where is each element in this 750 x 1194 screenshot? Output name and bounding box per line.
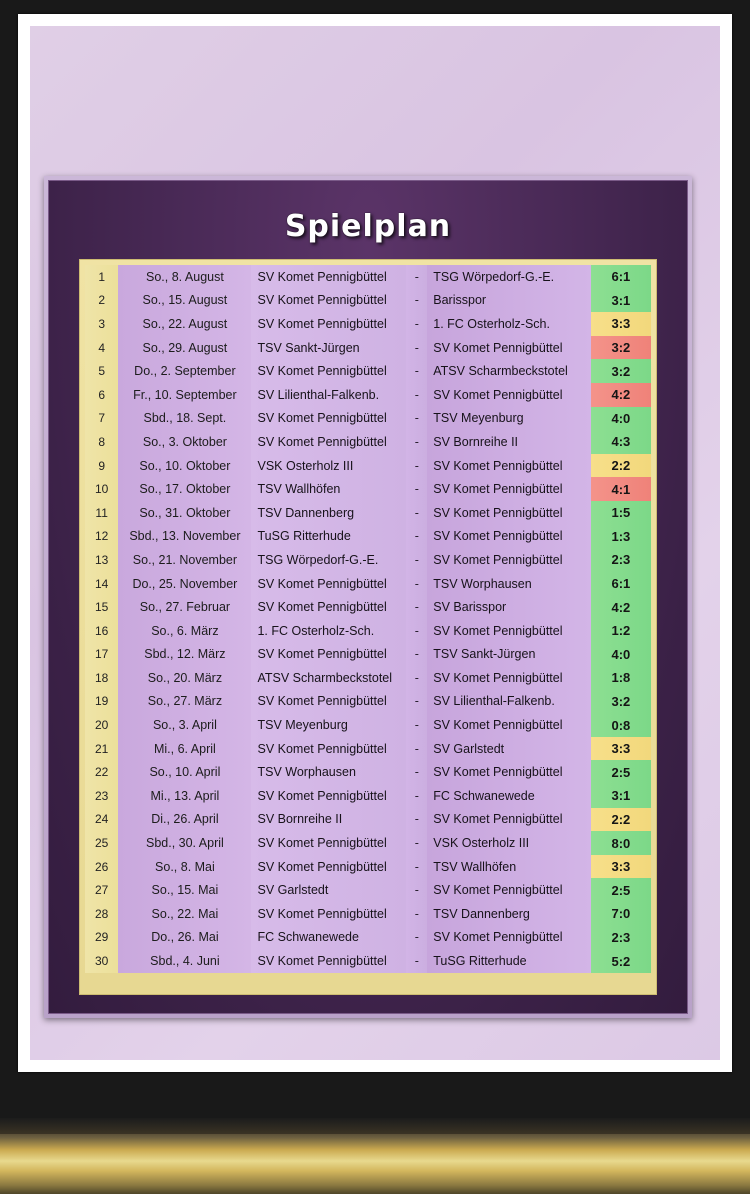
match-number: 21: [85, 737, 118, 761]
away-team: TSV Meyenburg: [427, 407, 591, 431]
page-title: Spielplan: [284, 209, 452, 244]
match-date: So., 20. März: [118, 666, 251, 690]
home-team: TSV Sankt-Jürgen: [251, 336, 406, 360]
vs-separator: -: [406, 713, 427, 737]
vs-separator: -: [406, 808, 427, 832]
home-team: SV Komet Pennigbüttel: [251, 407, 406, 431]
schedule-card: [48, 180, 688, 1014]
table-row: [85, 808, 651, 832]
match-score: 1:8: [591, 666, 651, 690]
home-team: SV Komet Pennigbüttel: [251, 784, 406, 808]
home-team: TSG Wörpedorf-G.-E.: [251, 548, 406, 572]
home-team: SV Komet Pennigbüttel: [251, 737, 406, 761]
home-team: SV Komet Pennigbüttel: [251, 572, 406, 596]
away-team: SV Komet Pennigbüttel: [427, 666, 591, 690]
away-team: SV Komet Pennigbüttel: [427, 713, 591, 737]
match-score: 3:1: [591, 289, 651, 313]
match-score: 3:3: [591, 855, 651, 879]
match-score: 5:2: [591, 949, 651, 973]
table-row: [85, 713, 651, 737]
table-row: [85, 855, 651, 879]
match-number: 24: [85, 808, 118, 832]
vs-separator: -: [406, 572, 427, 596]
vs-separator: -: [406, 737, 427, 761]
match-number: 15: [85, 595, 118, 619]
match-date: Mi., 6. April: [118, 737, 251, 761]
home-team: SV Komet Pennigbüttel: [251, 831, 406, 855]
match-score: 4:1: [591, 477, 651, 501]
vs-separator: -: [406, 878, 427, 902]
match-number: 26: [85, 855, 118, 879]
away-team: TuSG Ritterhude: [427, 949, 591, 973]
match-number: 29: [85, 926, 118, 950]
match-score: 4:0: [591, 643, 651, 667]
home-team: VSK Osterholz III: [251, 454, 406, 478]
match-score: 6:1: [591, 572, 651, 596]
away-team: TSG Wörpedorf-G.-E.: [427, 265, 591, 289]
away-team: SV Komet Pennigbüttel: [427, 477, 591, 501]
vs-separator: -: [406, 760, 427, 784]
vs-separator: -: [406, 289, 427, 313]
match-number: 20: [85, 713, 118, 737]
away-team: TSV Wallhöfen: [427, 855, 591, 879]
vs-separator: -: [406, 265, 427, 289]
match-score: 4:2: [591, 383, 651, 407]
match-date: Sbd., 30. April: [118, 831, 251, 855]
match-number: 10: [85, 477, 118, 501]
match-number: 4: [85, 336, 118, 360]
away-team: Barisspor: [427, 289, 591, 313]
match-number: 30: [85, 949, 118, 973]
table-row: [85, 265, 651, 289]
match-date: So., 15. August: [118, 289, 251, 313]
vs-separator: -: [406, 619, 427, 643]
away-team: SV Bornreihe II: [427, 430, 591, 454]
vs-separator: -: [406, 926, 427, 950]
home-team: TSV Dannenberg: [251, 501, 406, 525]
gold-band: [0, 1134, 750, 1194]
home-team: ATSV Scharmbeckstotel: [251, 666, 406, 690]
match-score: 1:2: [591, 619, 651, 643]
away-team: FC Schwanewede: [427, 784, 591, 808]
schedule-card-frame: [44, 176, 692, 1018]
table-row: [85, 760, 651, 784]
match-date: So., 31. Oktober: [118, 501, 251, 525]
home-team: SV Komet Pennigbüttel: [251, 289, 406, 313]
away-team: SV Komet Pennigbüttel: [427, 619, 591, 643]
home-team: SV Komet Pennigbüttel: [251, 430, 406, 454]
table-row: [85, 312, 651, 336]
match-number: 5: [85, 359, 118, 383]
match-number: 13: [85, 548, 118, 572]
vs-separator: -: [406, 949, 427, 973]
match-date: Mi., 13. April: [118, 784, 251, 808]
match-score: 1:5: [591, 501, 651, 525]
match-score: 3:3: [591, 312, 651, 336]
vs-separator: -: [406, 902, 427, 926]
match-date: Sbd., 18. Sept.: [118, 407, 251, 431]
match-date: Sbd., 13. November: [118, 525, 251, 549]
match-number: 18: [85, 666, 118, 690]
table-row: [85, 407, 651, 431]
vs-separator: -: [406, 595, 427, 619]
match-number: 8: [85, 430, 118, 454]
table-row: [85, 737, 651, 761]
match-score: 2:5: [591, 878, 651, 902]
match-number: 12: [85, 525, 118, 549]
match-date: So., 29. August: [118, 336, 251, 360]
match-date: Do., 2. September: [118, 359, 251, 383]
match-date: So., 22. August: [118, 312, 251, 336]
match-date: So., 22. Mai: [118, 902, 251, 926]
match-score: 3:2: [591, 690, 651, 714]
away-team: SV Barisspor: [427, 595, 591, 619]
table-row: [85, 949, 651, 973]
match-score: 1:3: [591, 525, 651, 549]
away-team: SV Komet Pennigbüttel: [427, 926, 591, 950]
table-row: [85, 643, 651, 667]
away-team: SV Komet Pennigbüttel: [427, 501, 591, 525]
home-team: SV Komet Pennigbüttel: [251, 312, 406, 336]
match-number: 22: [85, 760, 118, 784]
table-row: [85, 501, 651, 525]
match-date: Do., 25. November: [118, 572, 251, 596]
home-team: SV Komet Pennigbüttel: [251, 855, 406, 879]
vs-separator: -: [406, 666, 427, 690]
vs-separator: -: [406, 477, 427, 501]
match-date: So., 6. März: [118, 619, 251, 643]
vs-separator: -: [406, 359, 427, 383]
table-row: [85, 619, 651, 643]
match-date: Di., 26. April: [118, 808, 251, 832]
match-number: 11: [85, 501, 118, 525]
match-number: 1: [85, 265, 118, 289]
match-date: So., 8. Mai: [118, 855, 251, 879]
away-team: SV Komet Pennigbüttel: [427, 336, 591, 360]
match-date: Do., 26. Mai: [118, 926, 251, 950]
match-number: 3: [85, 312, 118, 336]
home-team: TSV Wallhöfen: [251, 477, 406, 501]
match-date: So., 10. April: [118, 760, 251, 784]
match-score: 6:1: [591, 265, 651, 289]
away-team: TSV Dannenberg: [427, 902, 591, 926]
match-date: So., 27. März: [118, 690, 251, 714]
match-score: 3:2: [591, 359, 651, 383]
match-score: 0:8: [591, 713, 651, 737]
schedule-table: [85, 265, 651, 973]
table-row: [85, 336, 651, 360]
away-team: SV Komet Pennigbüttel: [427, 383, 591, 407]
home-team: SV Komet Pennigbüttel: [251, 690, 406, 714]
away-team: SV Komet Pennigbüttel: [427, 878, 591, 902]
home-team: TSV Worphausen: [251, 760, 406, 784]
match-score: 4:3: [591, 430, 651, 454]
gold-band-shadow: [0, 1118, 750, 1134]
match-score: 3:1: [591, 784, 651, 808]
home-team: SV Komet Pennigbüttel: [251, 595, 406, 619]
table-row: [85, 926, 651, 950]
table-row: [85, 289, 651, 313]
away-team: SV Garlstedt: [427, 737, 591, 761]
match-score: 2:5: [591, 760, 651, 784]
vs-separator: -: [406, 383, 427, 407]
home-team: TuSG Ritterhude: [251, 525, 406, 549]
away-team: SV Lilienthal-Falkenb.: [427, 690, 591, 714]
vs-separator: -: [406, 336, 427, 360]
match-score: 2:3: [591, 548, 651, 572]
vs-separator: -: [406, 643, 427, 667]
match-number: 2: [85, 289, 118, 313]
match-score: 2:2: [591, 454, 651, 478]
home-team: SV Komet Pennigbüttel: [251, 643, 406, 667]
home-team: SV Bornreihe II: [251, 808, 406, 832]
table-row: [85, 548, 651, 572]
match-date: So., 27. Februar: [118, 595, 251, 619]
vs-separator: -: [406, 548, 427, 572]
table-row: [85, 902, 651, 926]
away-team: SV Komet Pennigbüttel: [427, 760, 591, 784]
away-team: TSV Sankt-Jürgen: [427, 643, 591, 667]
table-row: [85, 430, 651, 454]
table-row: [85, 477, 651, 501]
vs-separator: -: [406, 690, 427, 714]
home-team: SV Komet Pennigbüttel: [251, 265, 406, 289]
table-row: [85, 595, 651, 619]
match-score: 2:2: [591, 808, 651, 832]
match-score: 3:2: [591, 336, 651, 360]
table-row: [85, 572, 651, 596]
match-number: 17: [85, 643, 118, 667]
match-number: 25: [85, 831, 118, 855]
vs-separator: -: [406, 312, 427, 336]
away-team: SV Komet Pennigbüttel: [427, 808, 591, 832]
vs-separator: -: [406, 525, 427, 549]
match-number: 28: [85, 902, 118, 926]
vs-separator: -: [406, 407, 427, 431]
away-team: SV Komet Pennigbüttel: [427, 454, 591, 478]
table-row: [85, 525, 651, 549]
vs-separator: -: [406, 430, 427, 454]
away-team: TSV Worphausen: [427, 572, 591, 596]
home-team: SV Garlstedt: [251, 878, 406, 902]
match-score: 8:0: [591, 831, 651, 855]
match-score: 4:2: [591, 595, 651, 619]
match-date: So., 3. April: [118, 713, 251, 737]
match-date: Sbd., 12. März: [118, 643, 251, 667]
match-number: 6: [85, 383, 118, 407]
match-number: 14: [85, 572, 118, 596]
match-date: So., 15. Mai: [118, 878, 251, 902]
table-row: [85, 831, 651, 855]
table-row: [85, 666, 651, 690]
match-number: 9: [85, 454, 118, 478]
match-date: So., 3. Oktober: [118, 430, 251, 454]
match-number: 23: [85, 784, 118, 808]
away-team: VSK Osterholz III: [427, 831, 591, 855]
match-date: Fr., 10. September: [118, 383, 251, 407]
home-team: FC Schwanewede: [251, 926, 406, 950]
vs-separator: -: [406, 855, 427, 879]
match-date: So., 8. August: [118, 265, 251, 289]
vs-separator: -: [406, 501, 427, 525]
away-team: SV Komet Pennigbüttel: [427, 525, 591, 549]
match-date: So., 17. Oktober: [118, 477, 251, 501]
home-team: SV Lilienthal-Falkenb.: [251, 383, 406, 407]
home-team: 1. FC Osterholz-Sch.: [251, 619, 406, 643]
match-score: 2:3: [591, 926, 651, 950]
match-date: So., 21. November: [118, 548, 251, 572]
match-score: 3:3: [591, 737, 651, 761]
vs-separator: -: [406, 784, 427, 808]
match-number: 7: [85, 407, 118, 431]
table-row: [85, 454, 651, 478]
vs-separator: -: [406, 831, 427, 855]
table-row: [85, 784, 651, 808]
home-team: SV Komet Pennigbüttel: [251, 359, 406, 383]
match-number: 27: [85, 878, 118, 902]
away-team: SV Komet Pennigbüttel: [427, 548, 591, 572]
away-team: ATSV Scharmbeckstotel: [427, 359, 591, 383]
schedule-table-frame: [79, 259, 657, 995]
table-row: [85, 690, 651, 714]
home-team: SV Komet Pennigbüttel: [251, 902, 406, 926]
match-number: 19: [85, 690, 118, 714]
home-team: TSV Meyenburg: [251, 713, 406, 737]
table-row: [85, 359, 651, 383]
home-team: SV Komet Pennigbüttel: [251, 949, 406, 973]
match-date: So., 10. Oktober: [118, 454, 251, 478]
vs-separator: -: [406, 454, 427, 478]
match-score: 4:0: [591, 407, 651, 431]
table-row: [85, 878, 651, 902]
table-row: [85, 383, 651, 407]
match-score: 7:0: [591, 902, 651, 926]
away-team: 1. FC Osterholz-Sch.: [427, 312, 591, 336]
match-date: Sbd., 4. Juni: [118, 949, 251, 973]
match-number: 16: [85, 619, 118, 643]
